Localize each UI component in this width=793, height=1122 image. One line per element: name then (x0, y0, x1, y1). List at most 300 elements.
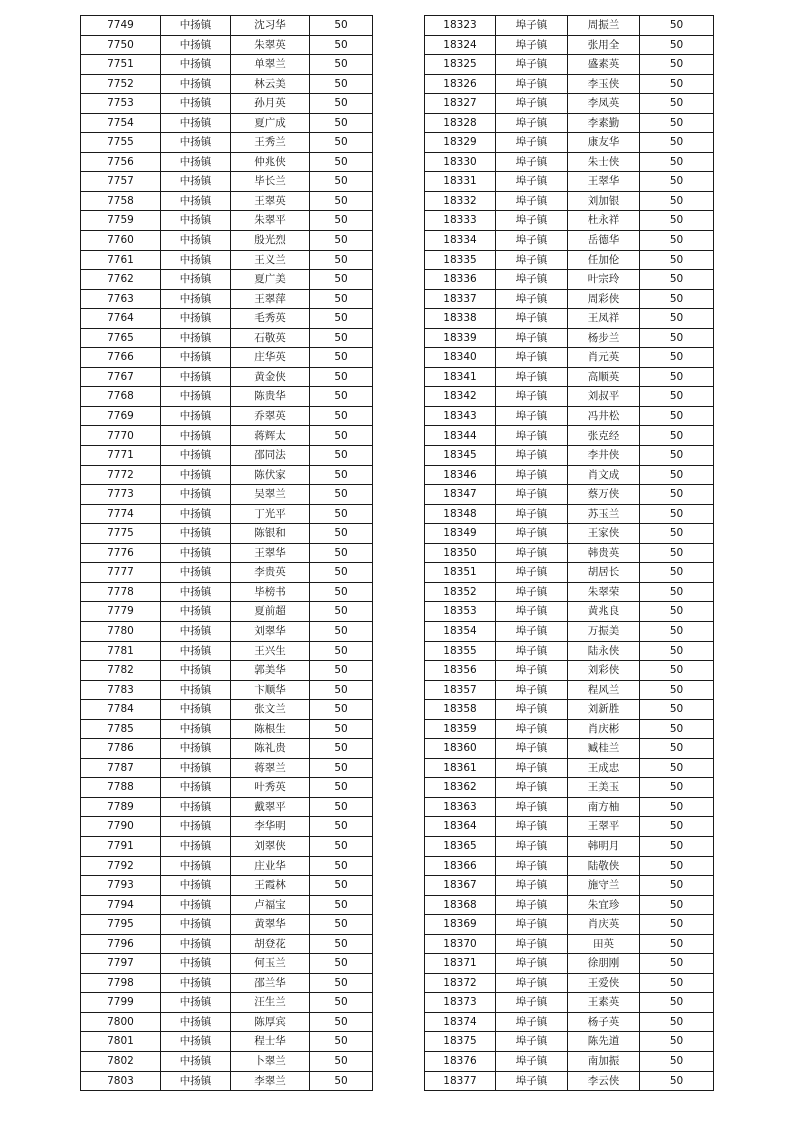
name-cell: 朱翠荣 (568, 582, 640, 602)
amount-cell: 50 (640, 1051, 714, 1071)
town-cell: 中扬镇 (161, 1051, 231, 1071)
amount-cell: 50 (310, 876, 373, 896)
name-cell: 王翠英 (231, 191, 310, 211)
amount-cell: 50 (310, 641, 373, 661)
town-cell: 中扬镇 (161, 700, 231, 720)
serial-number-cell: 18354 (425, 621, 496, 641)
name-cell: 张文兰 (231, 700, 310, 720)
table-row (81, 446, 373, 466)
serial-number-cell: 7779 (81, 602, 161, 622)
name-cell: 丁光平 (231, 504, 310, 524)
town-cell: 埠子镇 (496, 915, 568, 935)
table-row (81, 504, 373, 524)
town-cell: 埠子镇 (496, 934, 568, 954)
table-row (425, 55, 714, 75)
serial-number-cell: 7774 (81, 504, 161, 524)
serial-number-cell: 18363 (425, 797, 496, 817)
serial-number-cell: 18335 (425, 250, 496, 270)
name-cell: 吴翠兰 (231, 485, 310, 505)
serial-number-cell: 7784 (81, 700, 161, 720)
serial-number-cell: 7755 (81, 133, 161, 153)
name-cell: 庄业华 (231, 856, 310, 876)
table-row (425, 739, 714, 759)
table-row (425, 289, 714, 309)
name-cell: 仲兆侠 (231, 152, 310, 172)
town-cell: 中扬镇 (161, 797, 231, 817)
amount-cell: 50 (310, 270, 373, 290)
serial-number-cell: 18343 (425, 406, 496, 426)
table-row (425, 1032, 714, 1052)
serial-number-cell: 18326 (425, 74, 496, 94)
name-cell: 周彩侠 (568, 289, 640, 309)
table-row (425, 954, 714, 974)
table-row (81, 406, 373, 426)
table-row (81, 270, 373, 290)
amount-cell: 50 (640, 211, 714, 231)
town-cell: 埠子镇 (496, 993, 568, 1013)
serial-number-cell: 18345 (425, 446, 496, 466)
amount-cell: 50 (310, 387, 373, 407)
table-row (425, 719, 714, 739)
serial-number-cell: 7772 (81, 465, 161, 485)
name-cell: 邵兰华 (231, 973, 310, 993)
town-cell: 中扬镇 (161, 836, 231, 856)
town-cell: 中扬镇 (161, 406, 231, 426)
table-row (81, 231, 373, 251)
serial-number-cell: 7782 (81, 661, 161, 681)
town-cell: 中扬镇 (161, 993, 231, 1013)
name-cell: 夏广成 (231, 113, 310, 133)
table-row (425, 856, 714, 876)
table-row (81, 739, 373, 759)
amount-cell: 50 (310, 250, 373, 270)
serial-number-cell: 7803 (81, 1071, 161, 1091)
table-row (81, 309, 373, 329)
amount-cell: 50 (310, 289, 373, 309)
name-cell: 南加振 (568, 1051, 640, 1071)
town-cell: 中扬镇 (161, 133, 231, 153)
serial-number-cell: 7792 (81, 856, 161, 876)
table-row (81, 387, 373, 407)
town-cell: 埠子镇 (496, 700, 568, 720)
name-cell: 李素勤 (568, 113, 640, 133)
serial-number-cell: 7766 (81, 348, 161, 368)
name-cell: 王翠萍 (231, 289, 310, 309)
table-row (81, 700, 373, 720)
name-cell: 黄金侠 (231, 367, 310, 387)
table-row (425, 367, 714, 387)
name-cell: 朱士侠 (568, 152, 640, 172)
serial-number-cell: 18368 (425, 895, 496, 915)
serial-number-cell: 7783 (81, 680, 161, 700)
amount-cell: 50 (640, 16, 714, 36)
town-cell: 埠子镇 (496, 367, 568, 387)
serial-number-cell: 18334 (425, 231, 496, 251)
table-row (425, 1012, 714, 1032)
name-cell: 卢福宝 (231, 895, 310, 915)
town-cell: 埠子镇 (496, 641, 568, 661)
amount-cell: 50 (640, 1032, 714, 1052)
table-row (81, 152, 373, 172)
name-cell: 叶秀英 (231, 778, 310, 798)
name-cell: 任加伦 (568, 250, 640, 270)
table-row (425, 270, 714, 290)
town-cell: 埠子镇 (496, 563, 568, 583)
name-cell: 徐朋刚 (568, 954, 640, 974)
table-row (81, 465, 373, 485)
name-cell: 陈先道 (568, 1032, 640, 1052)
serial-number-cell: 18342 (425, 387, 496, 407)
name-cell: 李华明 (231, 817, 310, 837)
serial-number-cell: 18370 (425, 934, 496, 954)
town-cell: 埠子镇 (496, 582, 568, 602)
serial-number-cell: 7776 (81, 543, 161, 563)
amount-cell: 50 (640, 934, 714, 954)
town-cell: 埠子镇 (496, 446, 568, 466)
serial-number-cell: 18327 (425, 94, 496, 114)
serial-number-cell: 7759 (81, 211, 161, 231)
amount-cell: 50 (310, 74, 373, 94)
serial-number-cell: 18372 (425, 973, 496, 993)
town-cell: 中扬镇 (161, 231, 231, 251)
amount-cell: 50 (310, 1032, 373, 1052)
table-row (425, 485, 714, 505)
serial-number-cell: 7791 (81, 836, 161, 856)
name-cell: 李井侠 (568, 446, 640, 466)
amount-cell: 50 (640, 856, 714, 876)
table-row (425, 524, 714, 544)
amount-cell: 50 (640, 758, 714, 778)
amount-cell: 50 (640, 504, 714, 524)
name-cell: 陈根生 (231, 719, 310, 739)
town-cell: 埠子镇 (496, 485, 568, 505)
name-cell: 黄翠华 (231, 915, 310, 935)
town-cell: 中扬镇 (161, 778, 231, 798)
serial-number-cell: 18349 (425, 524, 496, 544)
name-cell: 李凤英 (568, 94, 640, 114)
serial-number-cell: 7795 (81, 915, 161, 935)
name-cell: 张用全 (568, 35, 640, 55)
town-cell: 中扬镇 (161, 504, 231, 524)
amount-cell: 50 (310, 328, 373, 348)
table-row (425, 231, 714, 251)
town-cell: 中扬镇 (161, 621, 231, 641)
roster-table-right (424, 15, 714, 1091)
table-row (81, 661, 373, 681)
town-cell: 中扬镇 (161, 152, 231, 172)
name-cell: 肖庆英 (568, 915, 640, 935)
town-cell: 埠子镇 (496, 719, 568, 739)
table-row (81, 876, 373, 896)
name-cell: 陈厚宾 (231, 1012, 310, 1032)
serial-number-cell: 18357 (425, 680, 496, 700)
town-cell: 中扬镇 (161, 485, 231, 505)
serial-number-cell: 7749 (81, 16, 161, 36)
name-cell: 程风兰 (568, 680, 640, 700)
table-row (425, 191, 714, 211)
town-cell: 埠子镇 (496, 1032, 568, 1052)
town-cell: 埠子镇 (496, 172, 568, 192)
table-row (425, 582, 714, 602)
table-row (81, 563, 373, 583)
name-cell: 胡居长 (568, 563, 640, 583)
town-cell: 埠子镇 (496, 35, 568, 55)
amount-cell: 50 (310, 758, 373, 778)
name-cell: 李云侠 (568, 1071, 640, 1091)
table-row (81, 74, 373, 94)
name-cell: 韩明月 (568, 836, 640, 856)
amount-cell: 50 (640, 817, 714, 837)
town-cell: 中扬镇 (161, 1012, 231, 1032)
amount-cell: 50 (640, 602, 714, 622)
town-cell: 埠子镇 (496, 758, 568, 778)
serial-number-cell: 18344 (425, 426, 496, 446)
town-cell: 中扬镇 (161, 1071, 231, 1091)
table-row (425, 1051, 714, 1071)
table-row (81, 641, 373, 661)
name-cell: 何玉兰 (231, 954, 310, 974)
table-row (81, 543, 373, 563)
table-row (425, 172, 714, 192)
table-row (425, 876, 714, 896)
table-row (425, 504, 714, 524)
amount-cell: 50 (310, 367, 373, 387)
town-cell: 埠子镇 (496, 836, 568, 856)
amount-cell: 50 (640, 55, 714, 75)
name-cell: 刘叔平 (568, 387, 640, 407)
serial-number-cell: 7797 (81, 954, 161, 974)
table-row (81, 1051, 373, 1071)
name-cell: 王霞林 (231, 876, 310, 896)
town-cell: 中扬镇 (161, 172, 231, 192)
serial-number-cell: 18328 (425, 113, 496, 133)
amount-cell: 50 (310, 309, 373, 329)
amount-cell: 50 (640, 74, 714, 94)
amount-cell: 50 (640, 876, 714, 896)
table-row (81, 993, 373, 1013)
town-cell: 埠子镇 (496, 661, 568, 681)
town-cell: 中扬镇 (161, 250, 231, 270)
amount-cell: 50 (640, 465, 714, 485)
amount-cell: 50 (640, 35, 714, 55)
town-cell: 中扬镇 (161, 446, 231, 466)
name-cell: 王翠平 (568, 817, 640, 837)
amount-cell: 50 (310, 915, 373, 935)
serial-number-cell: 7750 (81, 35, 161, 55)
table-row (81, 856, 373, 876)
amount-cell: 50 (310, 348, 373, 368)
amount-cell: 50 (310, 524, 373, 544)
town-cell: 中扬镇 (161, 602, 231, 622)
town-cell: 埠子镇 (496, 739, 568, 759)
table-row (81, 719, 373, 739)
name-cell: 蒋辉太 (231, 426, 310, 446)
town-cell: 埠子镇 (496, 1071, 568, 1091)
amount-cell: 50 (310, 446, 373, 466)
town-cell: 中扬镇 (161, 543, 231, 563)
table-row (81, 191, 373, 211)
town-cell: 埠子镇 (496, 778, 568, 798)
town-cell: 埠子镇 (496, 1051, 568, 1071)
name-cell: 孙月英 (231, 94, 310, 114)
town-cell: 中扬镇 (161, 582, 231, 602)
town-cell: 中扬镇 (161, 758, 231, 778)
town-cell: 埠子镇 (496, 1012, 568, 1032)
amount-cell: 50 (640, 231, 714, 251)
table-row (81, 250, 373, 270)
table-row (425, 348, 714, 368)
amount-cell: 50 (640, 426, 714, 446)
table-row (425, 387, 714, 407)
serial-number-cell: 18324 (425, 35, 496, 55)
amount-cell: 50 (640, 172, 714, 192)
name-cell: 田英 (568, 934, 640, 954)
serial-number-cell: 7752 (81, 74, 161, 94)
serial-number-cell: 18376 (425, 1051, 496, 1071)
amount-cell: 50 (640, 133, 714, 153)
name-cell: 王兴生 (231, 641, 310, 661)
serial-number-cell: 18361 (425, 758, 496, 778)
town-cell: 中扬镇 (161, 465, 231, 485)
town-cell: 中扬镇 (161, 817, 231, 837)
amount-cell: 50 (640, 406, 714, 426)
name-cell: 高顺英 (568, 367, 640, 387)
serial-number-cell: 18362 (425, 778, 496, 798)
table-row (425, 133, 714, 153)
serial-number-cell: 18339 (425, 328, 496, 348)
amount-cell: 50 (640, 387, 714, 407)
town-cell: 中扬镇 (161, 387, 231, 407)
name-cell: 王翠华 (231, 543, 310, 563)
amount-cell: 50 (640, 563, 714, 583)
serial-number-cell: 18323 (425, 16, 496, 36)
name-cell: 康友华 (568, 133, 640, 153)
name-cell: 戴翠平 (231, 797, 310, 817)
name-cell: 毛秀英 (231, 309, 310, 329)
town-cell: 埠子镇 (496, 74, 568, 94)
amount-cell: 50 (640, 973, 714, 993)
roster-table-right-body (425, 16, 714, 1091)
table-row (425, 406, 714, 426)
table-row (81, 16, 373, 36)
name-cell: 李贵英 (231, 563, 310, 583)
amount-cell: 50 (310, 739, 373, 759)
serial-number-cell: 7775 (81, 524, 161, 544)
serial-number-cell: 7798 (81, 973, 161, 993)
table-row (425, 973, 714, 993)
amount-cell: 50 (640, 524, 714, 544)
table-row (425, 94, 714, 114)
amount-cell: 50 (310, 661, 373, 681)
serial-number-cell: 7799 (81, 993, 161, 1013)
serial-number-cell: 18360 (425, 739, 496, 759)
table-row (425, 250, 714, 270)
amount-cell: 50 (640, 680, 714, 700)
serial-number-cell: 7757 (81, 172, 161, 192)
amount-cell: 50 (640, 739, 714, 759)
town-cell: 中扬镇 (161, 680, 231, 700)
amount-cell: 50 (310, 680, 373, 700)
name-cell: 陆敬侠 (568, 856, 640, 876)
table-row (81, 1071, 373, 1091)
table-row (425, 915, 714, 935)
table-row (81, 348, 373, 368)
town-cell: 埠子镇 (496, 680, 568, 700)
serial-number-cell: 7796 (81, 934, 161, 954)
town-cell: 埠子镇 (496, 973, 568, 993)
amount-cell: 50 (640, 270, 714, 290)
serial-number-cell: 18340 (425, 348, 496, 368)
serial-number-cell: 7765 (81, 328, 161, 348)
table-row (425, 993, 714, 1013)
name-cell: 夏前超 (231, 602, 310, 622)
name-cell: 陆永侠 (568, 641, 640, 661)
serial-number-cell: 18374 (425, 1012, 496, 1032)
name-cell: 陈贵华 (231, 387, 310, 407)
table-row (425, 778, 714, 798)
amount-cell: 50 (310, 191, 373, 211)
amount-cell: 50 (640, 191, 714, 211)
serial-number-cell: 7778 (81, 582, 161, 602)
table-row (81, 289, 373, 309)
town-cell: 中扬镇 (161, 739, 231, 759)
serial-number-cell: 18371 (425, 954, 496, 974)
town-cell: 埠子镇 (496, 309, 568, 329)
amount-cell: 50 (310, 152, 373, 172)
serial-number-cell: 18347 (425, 485, 496, 505)
name-cell: 乔翠英 (231, 406, 310, 426)
town-cell: 埠子镇 (496, 465, 568, 485)
town-cell: 埠子镇 (496, 270, 568, 290)
serial-number-cell: 7771 (81, 446, 161, 466)
town-cell: 中扬镇 (161, 973, 231, 993)
amount-cell: 50 (310, 817, 373, 837)
town-cell: 中扬镇 (161, 367, 231, 387)
town-cell: 中扬镇 (161, 94, 231, 114)
table-row (425, 797, 714, 817)
town-cell: 埠子镇 (496, 348, 568, 368)
serial-number-cell: 18377 (425, 1071, 496, 1091)
amount-cell: 50 (310, 113, 373, 133)
name-cell: 石敬英 (231, 328, 310, 348)
serial-number-cell: 18331 (425, 172, 496, 192)
town-cell: 中扬镇 (161, 661, 231, 681)
serial-number-cell: 18337 (425, 289, 496, 309)
table-row (81, 582, 373, 602)
serial-number-cell: 7758 (81, 191, 161, 211)
table-row (425, 309, 714, 329)
serial-number-cell: 7785 (81, 719, 161, 739)
name-cell: 胡登花 (231, 934, 310, 954)
table-row (425, 465, 714, 485)
roster-table-left (80, 15, 373, 1091)
amount-cell: 50 (640, 954, 714, 974)
name-cell: 王爱侠 (568, 973, 640, 993)
amount-cell: 50 (310, 172, 373, 192)
town-cell: 中扬镇 (161, 1032, 231, 1052)
serial-number-cell: 18375 (425, 1032, 496, 1052)
amount-cell: 50 (640, 367, 714, 387)
serial-number-cell: 18330 (425, 152, 496, 172)
table-row (425, 446, 714, 466)
serial-number-cell: 7754 (81, 113, 161, 133)
name-cell: 殷光烈 (231, 231, 310, 251)
serial-number-cell: 18325 (425, 55, 496, 75)
serial-number-cell: 7756 (81, 152, 161, 172)
town-cell: 中扬镇 (161, 934, 231, 954)
table-row (81, 797, 373, 817)
amount-cell: 50 (310, 719, 373, 739)
